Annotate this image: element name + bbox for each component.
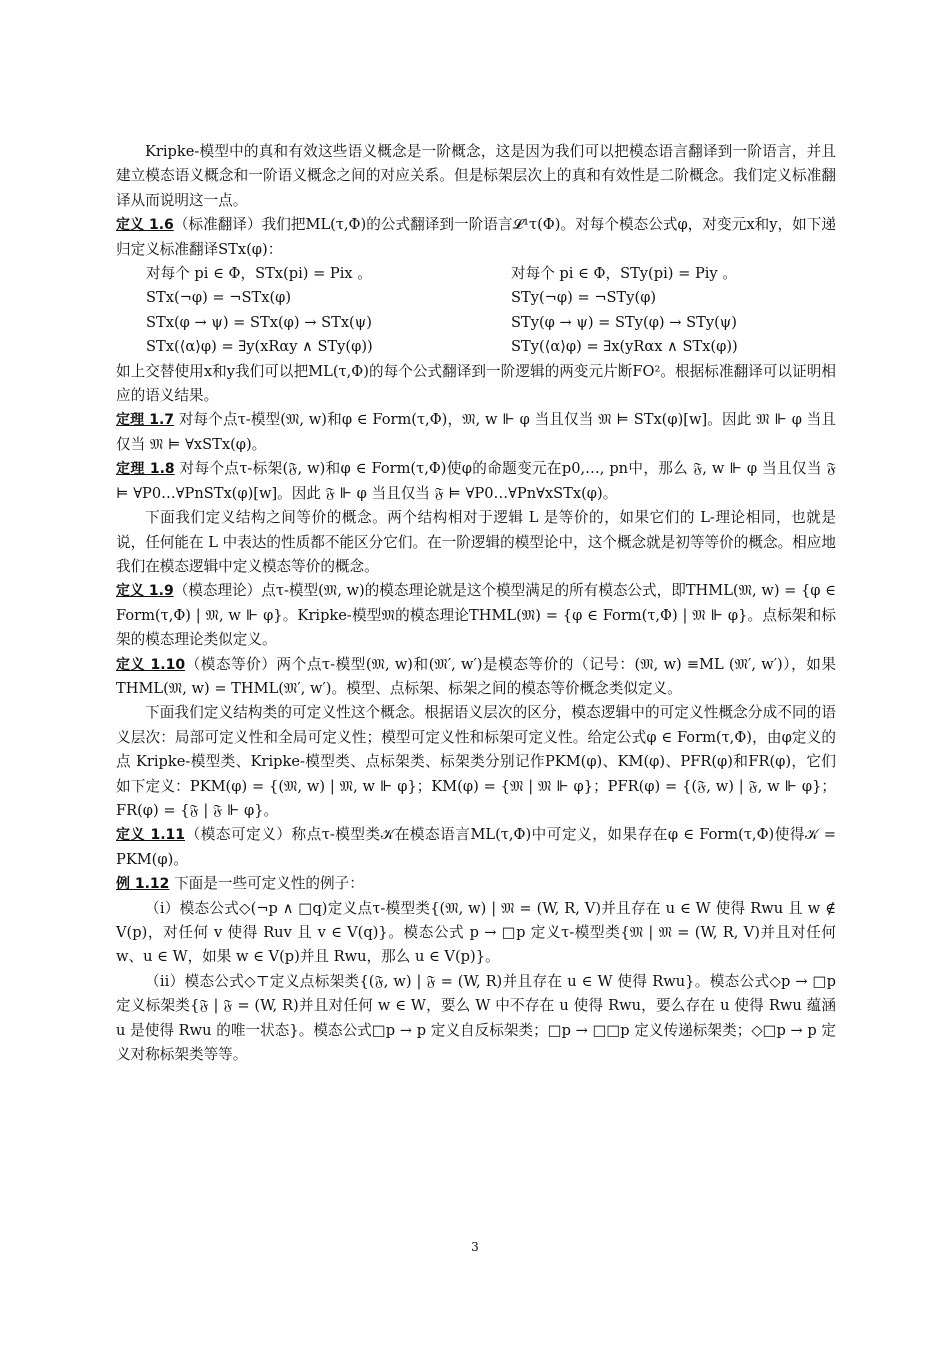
definition-text: （模态等价）两个点τ-模型(𝔐, w)和(𝔐′, w′)是模态等价的（记号：(𝔐, w) ≡ML (𝔐′, w′)），如果THML(𝔐, w) = THML(𝔐′, w′)。模型、点标架、标架之间的模态等价概念类似定义。	[116, 655, 836, 697]
definition-1-10	[116, 653, 836, 702]
after-rules-paragraph: 如上交替使用x和y我们可以把ML(τ,Φ)的每个公式翻译到一阶逻辑的两变元片断FO²。根据标准翻译可以证明相应的语义结果。	[116, 362, 836, 405]
definition-1-6	[116, 213, 836, 262]
rule-x-diamond: STx(⟨α⟩φ) = ∃y(xRαy ∧ STy(φ))	[146, 338, 373, 356]
definition-text: （模态理论）点τ-模型(𝔐, w)的模态理论就是这个模型满足的所有模态公式，即THML(𝔐, w) = {φ ∈ Form(τ,Φ) | 𝔐, w ⊩ φ}。Kripke-模型𝔐的模态理论THML(𝔐) = {φ ∈ Form(τ,Φ) | 𝔐 ⊩ φ}。点标架和标架的模态理论类似定义。	[116, 582, 836, 649]
page-content	[116, 140, 836, 1067]
definition-1-9	[116, 579, 836, 652]
example-label: 例 1.12	[116, 876, 170, 893]
rule-x-atom: 对每个 pi ∈ Φ，STx(pi) = Pix 。	[146, 265, 372, 283]
theorem-text: 对每个点τ-标架(𝔉, w)和φ ∈ Form(τ,Φ)使φ的命题变元在p0,…, pn中，那么 𝔉, w ⊩ φ 当且仅当 𝔉 ⊨ ∀P0…∀PnSTx(φ)[w]。因此 𝔉 ⊩ φ 当且仅当 𝔉 ⊨ ∀P0…∀Pn∀xSTx(φ)。	[116, 460, 836, 502]
theorem-label: 定理 1.7	[116, 412, 175, 429]
rule-x-negation: STx(¬φ) = ¬STx(φ)	[146, 289, 292, 307]
theorem-1-8	[116, 457, 836, 506]
definition-label: 定义 1.9	[116, 583, 174, 600]
page-number: 3	[471, 1240, 479, 1254]
standard-translation-rules	[116, 262, 836, 360]
definition-label: 定义 1.11	[116, 827, 186, 844]
theorem-1-7	[116, 408, 836, 457]
example-text: 下面是一些可定义性的例子：	[174, 875, 364, 893]
example-i-paragraph: （i）模态公式◇(¬p ∧ □q)定义点τ-模型类{(𝔐, w) | 𝔐 = (W, R, V)并且存在 u ∈ W 使得 Rwu 且 w ∉ V(p)，对任何 v 使得 Ruv 且 v ∈ V(q)}。模态公式 p → □p 定义τ-模型类{𝔐 | 𝔐 = (W, R, V)并且对任何 w、u ∈ W，如果 w ∈ V(p)并且 Rwu，那么 u ∈ V(p)}。	[116, 899, 836, 966]
equivalence-paragraph: 下面我们定义结构之间等价的概念。两个结构相对于逻辑 L 是等价的，如果它们的 L-理论相同，也就是说，任何能在 L 中表达的性质都不能区分它们。在一阶逻辑的模型论中，这个概念就是初等等价的概念。相应地我们在模态逻辑中定义模态等价的概念。	[116, 509, 836, 575]
rule-y-implication: STy(φ → ψ) = STy(φ) → STy(ψ)	[511, 313, 737, 331]
rule-y-atom: 对每个 pi ∈ Φ，STy(pi) = Piy 。	[511, 265, 737, 283]
intro-paragraph: Kripke-模型中的真和有效这些语义概念是一阶概念，这是因为我们可以把模态语言翻译到一阶语言，并且建立模态语义概念和一阶语义概念之间的对应关系。但是标架层次上的真和有效性是二阶概念。我们定义标准翻译从而说明这一点。	[116, 143, 836, 209]
rule-x-implication: STx(φ → ψ) = STx(φ) → STx(ψ)	[146, 313, 372, 331]
definability-paragraph: 下面我们定义结构类的可定义性这个概念。根据语义层次的区分，模态逻辑中的可定义性概念分成不同的语义层次：局部可定义性和全局可定义性；模型可定义性和标架可定义性。给定公式φ ∈ Form(τ,Φ)，由φ定义的点 Kripke-模型类、Kripke-模型类、点标架类、标架类分别记作PKM(φ)、KM(φ)、PFR(φ)和FR(φ)，它们如下定义：PKM(φ) = {(𝔐, w) | 𝔐, w ⊩ φ}；KM(φ) = {𝔐 | 𝔐 ⊩ φ}；PFR(φ) = {(𝔉, w) | 𝔉, w ⊩ φ}；FR(φ) = {𝔉 | 𝔉 ⊩ φ}。	[116, 704, 836, 819]
definition-1-11	[116, 823, 836, 872]
definition-label: 定义 1.10	[116, 656, 186, 673]
example-1-12	[116, 872, 836, 896]
rule-y-negation: STy(¬φ) = ¬STy(φ)	[511, 289, 657, 307]
definition-text: （标准翻译）我们把ML(τ,Φ)的公式翻译到一阶语言𝓛¹τ(Φ)。对每个模态公式φ，对变元x和y，如下递归定义标准翻译STx(φ)：	[116, 216, 836, 258]
theorem-label: 定理 1.8	[116, 461, 175, 478]
definition-label: 定义 1.6	[116, 217, 174, 234]
rule-y-diamond: STy(⟨α⟩φ) = ∃x(yRαx ∧ STx(φ))	[511, 338, 738, 356]
definition-text: （模态可定义）称点τ-模型类𝒦在模态语言ML(τ,Φ)中可定义，如果存在φ ∈ Form(τ,Φ)使得𝒦 = PKM(φ)。	[116, 826, 836, 868]
theorem-text: 对每个点τ-模型(𝔐, w)和φ ∈ Form(τ,Φ)，𝔐, w ⊩ φ 当且仅当 𝔐 ⊨ STx(φ)[w]。因此 𝔐 ⊩ φ 当且仅当 𝔐 ⊨ ∀xSTx(φ)。	[116, 411, 836, 453]
example-ii-paragraph: （ii）模态公式◇⊤定义点标架类{(𝔉, w) | 𝔉 = (W, R)并且存在 u ∈ W 使得 Rwu}。模态公式◇p → □p 定义标架类{𝔉 | 𝔉 = (W, R)并且对任何 w ∈ W，要么 W 中不存在 u 使得 Rwu，要么存在 u 使得 Rwu 蕴涵 u 是使得 Rwu 的唯一状态}。模态公式□p → p 定义自反标架类；□p → □□p 定义传递标架类；◇□p → p 定义对称标架类等等。	[116, 972, 836, 1064]
